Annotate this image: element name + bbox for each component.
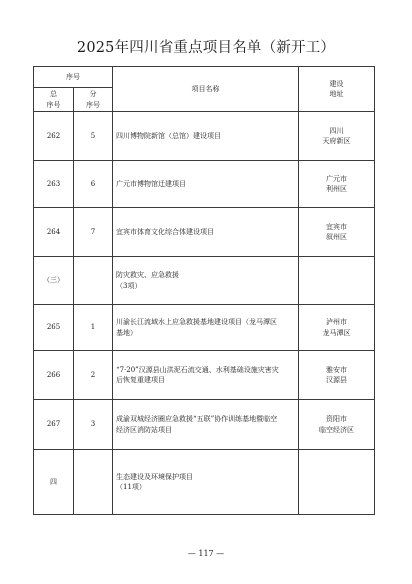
location-line: 叙州区 xyxy=(326,233,347,241)
project-name-cell xyxy=(113,400,299,450)
project-name-line: 后恢复重建项目 xyxy=(116,376,165,384)
header-total-line2: 序号 xyxy=(46,100,61,109)
location-line: 龙马潭区 xyxy=(322,328,351,337)
total-serial-cell: 267 xyxy=(34,400,74,450)
project-name-cell xyxy=(113,161,299,208)
project-name-line: 四川博物院新馆（总馆）建设项目 xyxy=(116,131,221,140)
sub-serial-cell: 1 xyxy=(74,305,113,351)
sub-serial-cell: 5 xyxy=(74,112,113,161)
total-serial-cell: 266 xyxy=(34,351,74,400)
location-line: 汉源县 xyxy=(326,376,347,384)
page-number: — 117 — xyxy=(187,549,225,558)
project-name-line: 川渝长江流域水上应急救援基地建设项目（龙马潭区 xyxy=(116,318,277,327)
project-name-line: 广元市博物馆迁建项目 xyxy=(116,179,186,188)
header-sub-line2: 序号 xyxy=(86,100,100,109)
category-count-line: （11项） xyxy=(116,483,146,491)
table-row xyxy=(34,305,375,351)
project-name-cell xyxy=(113,208,299,257)
category-serial-cell: 四 xyxy=(34,450,74,515)
location-line: 天府新区 xyxy=(322,137,351,145)
sub-serial-cell: 7 xyxy=(74,208,113,257)
header-row-top xyxy=(34,67,375,88)
location-cell xyxy=(299,450,375,515)
location-line: 利州区 xyxy=(326,185,347,193)
project-name-line: “7·20”汉源县山洪泥石流交通、水利基础设施灾害灾 xyxy=(116,365,279,374)
location-cell xyxy=(299,351,375,400)
category-row xyxy=(34,257,375,305)
header-sub-line1: 分 xyxy=(89,90,97,99)
header-location-line2: 地址 xyxy=(329,90,344,98)
location-line: 泸州市 xyxy=(326,318,347,327)
table-row xyxy=(34,400,375,450)
category-name-cell xyxy=(113,450,299,515)
table-row xyxy=(34,208,375,257)
header-total-serial xyxy=(34,88,74,112)
location-line: 雅安市 xyxy=(326,365,347,374)
location-line: 临空经济区 xyxy=(319,425,354,434)
category-name-line: 生态建设及环境保护项目 xyxy=(116,472,193,481)
category-name-cell xyxy=(113,257,299,305)
project-name-cell xyxy=(113,112,299,161)
location-cell xyxy=(299,112,375,161)
sub-serial-cell: 6 xyxy=(74,161,113,208)
project-name-line: 基地） xyxy=(116,328,137,337)
location-cell xyxy=(299,161,375,208)
project-name-cell xyxy=(113,351,299,400)
category-row xyxy=(34,450,375,515)
location-cell xyxy=(299,305,375,351)
project-name-line: 经济区消防站项目 xyxy=(116,425,172,434)
category-name-line: 防灾救灾、应急救援 xyxy=(116,271,179,280)
table-row xyxy=(34,161,375,208)
sub-serial-cell xyxy=(74,450,113,515)
header-total-line1: 总 xyxy=(50,90,57,99)
total-serial-cell: 264 xyxy=(34,208,74,257)
project-name-cell xyxy=(113,305,299,351)
table-row xyxy=(34,112,375,161)
sub-serial-cell xyxy=(74,257,113,305)
location-cell xyxy=(299,257,375,305)
category-serial-cell: （三） xyxy=(34,257,74,305)
header-sub-serial xyxy=(74,88,113,112)
location-line: 四川 xyxy=(329,126,344,135)
category-count-line: （3项） xyxy=(116,281,142,290)
header-location xyxy=(299,67,375,112)
project-name-line: 宜宾市体育文化综合体建设项目 xyxy=(116,227,214,236)
header-project-name: 项目名称 xyxy=(113,67,299,112)
page-title: 2025年四川省重点项目名单（新开工） xyxy=(76,40,336,56)
project-table xyxy=(33,66,375,515)
location-line: 宜宾市 xyxy=(326,222,347,231)
location-line: 广元市 xyxy=(326,174,347,183)
location-line: 资阳市 xyxy=(326,415,347,424)
location-cell xyxy=(299,208,375,257)
table-row xyxy=(34,351,375,400)
header-location-line1: 建设 xyxy=(329,79,344,88)
location-cell xyxy=(299,400,375,450)
total-serial-cell: 263 xyxy=(34,161,74,208)
project-name-line: 成渝双城经济圈应急救援“五联”协作训练基地暨临空 xyxy=(116,415,278,424)
total-serial-cell: 265 xyxy=(34,305,74,351)
header-serial-group: 序号 xyxy=(34,67,113,88)
total-serial-cell: 262 xyxy=(34,112,74,161)
sub-serial-cell: 3 xyxy=(74,400,113,450)
sub-serial-cell: 2 xyxy=(74,351,113,400)
